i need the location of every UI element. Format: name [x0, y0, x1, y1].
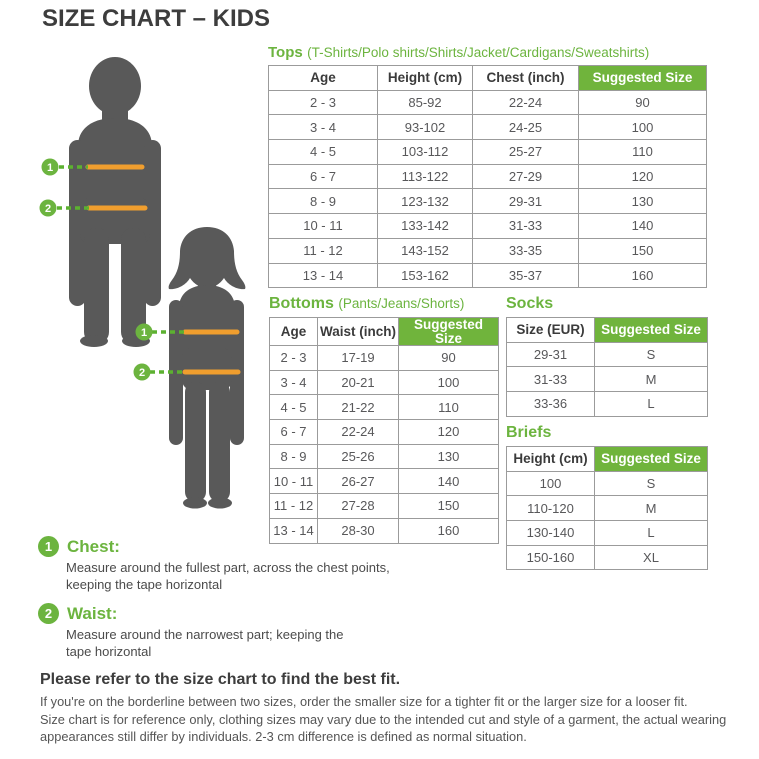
cell: 25-27	[473, 140, 579, 165]
cell: 123-132	[378, 189, 473, 214]
cell: 33-36	[507, 392, 595, 417]
table-header-row	[270, 318, 499, 346]
cell: 150-160	[507, 545, 595, 570]
briefs-heading-label: Briefs	[506, 424, 552, 441]
tops-heading-label: Tops	[268, 44, 303, 61]
col-header-suggested-size: Suggested Size	[595, 447, 708, 472]
marker-2-number: 2	[44, 203, 52, 215]
table-row	[507, 545, 708, 570]
legend-2-badge: 2	[38, 603, 59, 624]
legend-2-description: Measure around the narrowest part; keeping the tape horizontal	[66, 627, 344, 659]
cell: 6 - 7	[269, 164, 378, 189]
table-row	[269, 90, 707, 115]
cell: 110-120	[507, 496, 595, 521]
cell: 8 - 9	[270, 444, 318, 469]
tops-heading-note: (T-Shirts/Polo shirts/Shirts/Jacket/Cardigans/Sweatshirts)	[307, 45, 650, 60]
cell: 13 - 14	[270, 518, 318, 543]
cell: 153-162	[378, 263, 473, 288]
cell: 110	[399, 395, 499, 420]
marker-1-number: 1	[46, 162, 54, 174]
legend-waist	[38, 603, 366, 661]
cell: 25-26	[318, 444, 399, 469]
cell: 90	[399, 346, 499, 371]
cell: 21-22	[318, 395, 399, 420]
legend-1-badge: 1	[38, 536, 59, 557]
cell: 113-122	[378, 164, 473, 189]
table-row	[270, 494, 499, 519]
cell: 100	[399, 370, 499, 395]
table-row	[270, 370, 499, 395]
table-row	[269, 214, 707, 239]
col-header-suggested-size: Suggested Size	[399, 318, 499, 346]
cell: 140	[399, 469, 499, 494]
table-row	[507, 496, 708, 521]
cell: 29-31	[507, 342, 595, 367]
col-header: Age	[270, 318, 318, 346]
tops-table	[268, 65, 707, 288]
cell: 35-37	[473, 263, 579, 288]
kids-measurement-figure	[30, 50, 270, 520]
col-header: Height (cm)	[507, 447, 595, 472]
table-row	[269, 140, 707, 165]
cell: 93-102	[378, 115, 473, 140]
footer-heading: Please refer to the size chart to find the best fit.	[40, 671, 401, 688]
cell: 22-24	[318, 420, 399, 445]
footer-line-1: If you're on the borderline between two sizes, order the smaller size for a tighter fit or the larger size for a looser fit.	[40, 694, 688, 709]
cell: 24-25	[473, 115, 579, 140]
col-header: Height (cm)	[378, 66, 473, 91]
legend-1-description: Measure around the fullest part, across the chest points, keeping the tape horizontal	[66, 560, 390, 592]
table-row	[270, 469, 499, 494]
cell: 6 - 7	[270, 420, 318, 445]
table-row	[269, 115, 707, 140]
cell: 28-30	[318, 518, 399, 543]
cell: 10 - 11	[269, 214, 378, 239]
bottoms-heading-label: Bottoms	[269, 295, 334, 312]
cell: M	[595, 367, 708, 392]
cell: 85-92	[378, 90, 473, 115]
cell: 27-28	[318, 494, 399, 519]
table-header-row	[507, 318, 708, 343]
boy-silhouette	[69, 57, 161, 347]
cell: 120	[399, 420, 499, 445]
briefs-table	[506, 446, 708, 570]
table-row	[270, 444, 499, 469]
cell: M	[595, 496, 708, 521]
cell: 2 - 3	[270, 346, 318, 371]
cell: 22-24	[473, 90, 579, 115]
cell: 11 - 12	[269, 238, 378, 263]
table-header-row	[507, 447, 708, 472]
cell: 4 - 5	[270, 395, 318, 420]
cell: L	[595, 521, 708, 546]
cell: 100	[579, 115, 707, 140]
cell: 140	[579, 214, 707, 239]
tops-heading	[268, 44, 649, 62]
footer-note	[40, 671, 745, 746]
table-row	[269, 189, 707, 214]
cell: 33-35	[473, 238, 579, 263]
col-header: Size (EUR)	[507, 318, 595, 343]
cell: 13 - 14	[269, 263, 378, 288]
cell: 20-21	[318, 370, 399, 395]
cell: 130	[399, 444, 499, 469]
legend-2-label: Waist:	[67, 603, 118, 623]
cell: 29-31	[473, 189, 579, 214]
cell: 110	[579, 140, 707, 165]
cell: 150	[579, 238, 707, 263]
cell: 8 - 9	[269, 189, 378, 214]
col-header-suggested-size: Suggested Size	[595, 318, 708, 343]
cell: 31-33	[507, 367, 595, 392]
table-row	[270, 346, 499, 371]
cell: L	[595, 392, 708, 417]
socks-heading	[506, 295, 553, 313]
cell: 3 - 4	[269, 115, 378, 140]
table-row	[269, 238, 707, 263]
page-title: SIZE CHART – KIDS	[42, 5, 271, 32]
table-row	[507, 392, 708, 417]
cell: 130-140	[507, 521, 595, 546]
cell: 11 - 12	[270, 494, 318, 519]
cell: 4 - 5	[269, 140, 378, 165]
cell: XL	[595, 545, 708, 570]
cell: 3 - 4	[270, 370, 318, 395]
cell: 31-33	[473, 214, 579, 239]
cell: 150	[399, 494, 499, 519]
marker-1-number: 1	[140, 327, 148, 339]
legend-1-label: Chest:	[67, 536, 120, 556]
legend-chest	[38, 536, 396, 594]
cell: S	[595, 471, 708, 496]
col-header: Age	[269, 66, 378, 91]
table-row	[507, 367, 708, 392]
marker-2-number: 2	[138, 367, 146, 379]
socks-table	[506, 317, 708, 417]
table-row	[507, 521, 708, 546]
cell: 103-112	[378, 140, 473, 165]
table-row	[507, 471, 708, 496]
cell: 10 - 11	[270, 469, 318, 494]
bottoms-table	[269, 317, 499, 544]
table-row	[269, 164, 707, 189]
cell: 160	[579, 263, 707, 288]
col-header-suggested-size: Suggested Size	[579, 66, 707, 91]
table-row	[270, 420, 499, 445]
cell: 100	[507, 471, 595, 496]
cell: 160	[399, 518, 499, 543]
cell: 133-142	[378, 214, 473, 239]
cell: S	[595, 342, 708, 367]
girl-silhouette	[169, 227, 246, 509]
col-header: Chest (inch)	[473, 66, 579, 91]
cell: 27-29	[473, 164, 579, 189]
table-row	[507, 342, 708, 367]
bottoms-heading	[269, 295, 464, 313]
cell: 90	[579, 90, 707, 115]
table-row	[269, 263, 707, 288]
table-header-row	[269, 66, 707, 91]
cell: 120	[579, 164, 707, 189]
socks-heading-label: Socks	[506, 295, 554, 312]
bottoms-heading-note: (Pants/Jeans/Shorts)	[338, 296, 465, 311]
footer-line-2: Size chart is for reference only, clothing sizes may vary due to the intended cut and style of a garment, the actual wearing appearances still differ by individuals. 2-3 cm difference is defined as normal situation.	[40, 711, 727, 745]
cell: 26-27	[318, 469, 399, 494]
table-row	[270, 395, 499, 420]
cell: 143-152	[378, 238, 473, 263]
col-header: Waist (inch)	[318, 318, 399, 346]
cell: 130	[579, 189, 707, 214]
cell: 17-19	[318, 346, 399, 371]
cell: 2 - 3	[269, 90, 378, 115]
briefs-heading	[506, 424, 551, 442]
